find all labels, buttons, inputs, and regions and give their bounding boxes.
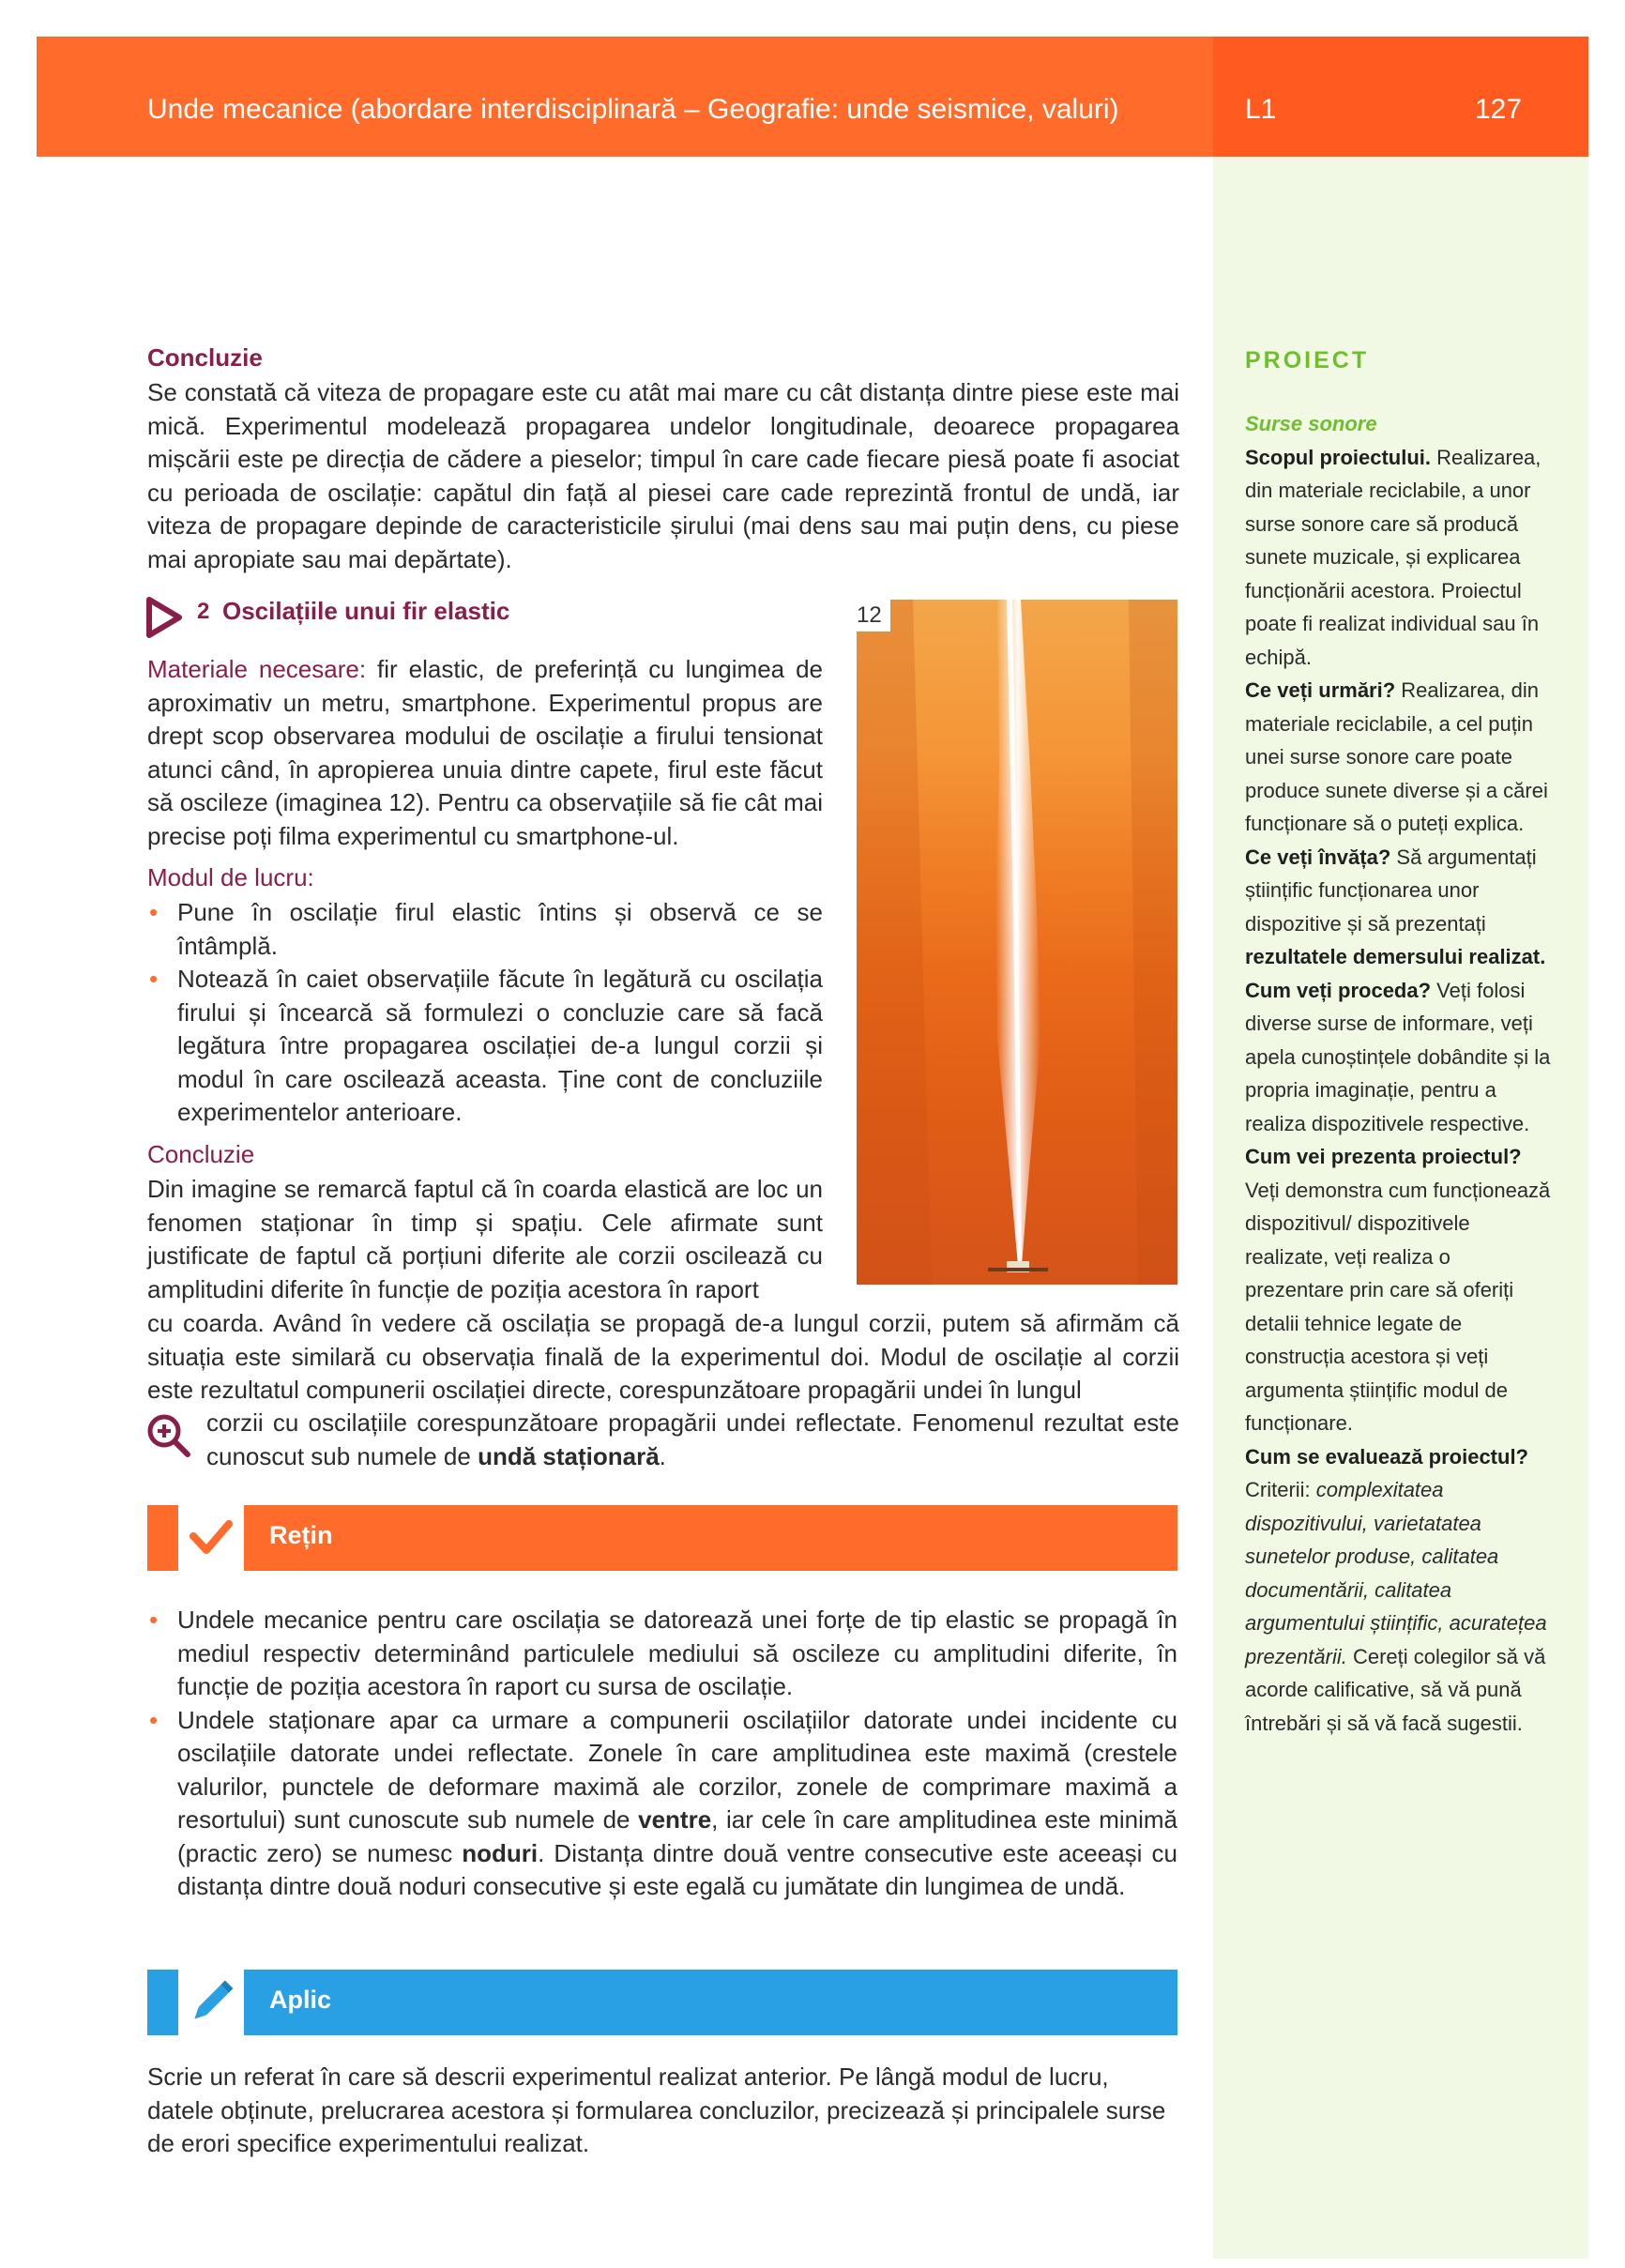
conclusion-text: Se constată că viteza de propagare este cu atât mai mare cu cât distanța dintre piese este mai mică. Experimentul modelează propagarea undelor longitudinale, deoarece propagarea mișcării este pe direcția de cădere a pieselor; timpul în care cade fiecare piesă poate fi asociat cu perioada de oscilație: capătul din față al piesei care cade reprezintă frontul de undă, iar viteza de propagare depinde de caracteristicile șirului (mai dens sau mai puțin dens, cu piese mai apropiate sau mai depărtate). [147, 378, 1179, 573]
project-text [1245, 407, 1555, 1740]
conclusion2-text-a: Din imagine se remarcă faptul că în coarda elastică are loc un fenomen staționar în timp și spațiu. Cele afirmate sunt justificate de faptul că porțiuni diferite ale corzii oscilează cu amplitudini diferite în funcție de poziția acestora în raport [147, 1175, 823, 1303]
list-item: • Pune în oscilație firul elastic întins și observă ce se întâmplă. [147, 896, 823, 963]
project-heading: PROIECT [1245, 347, 1370, 373]
term-noduri: noduri [462, 1838, 539, 1867]
chapter-title: Unde mecanice (abordare interdisciplinară – Geografie: unde seismice, valuri) [147, 94, 1119, 125]
materials-paragraph: Materiale necesare: fir elastic, de preferință cu lungimea de aproximativ un metru, smartphone. Experimentul propus are drept scop observarea modului de oscilație a firului tensionat atunci când, în apropierea unuia dintre capete, firul este făcut să oscileze (imaginea 12). Pentru ca observațiile să fie cât mai precise poți filma experimentul cu smartphone-ul. [147, 655, 823, 850]
aplic-icon-box [178, 1970, 244, 2035]
project-q2: Ce veți învăța? Să argumentați științific funcționarea unor dispozitive și să prezentați rezultatele demersului realizat. [1245, 845, 1546, 968]
project-q1: Ce veți urmări? Realizarea, din materiale reciclabile, a cel puțin unei surse sonore care poate produce sunete diverse și a cărei funcționare să o puteți explica. [1245, 678, 1548, 835]
retin-icon-box [178, 1505, 244, 1571]
retin-list [147, 1604, 1177, 1904]
aplic-heading: Aplic [269, 1986, 332, 2014]
project-q3: Cum veți proceda? Veți folosi diverse surse de informare, veți apela cunoștințele dobândite și la propria imaginație, pentru a realiza dispozitivele respective. [1245, 978, 1551, 1135]
pencil-icon [178, 1970, 244, 2035]
conclusion2-text-c: corzii cu oscilațiile corespunzătoare propagării undei reflectate. Fenomenul rezultat este cunoscut sub numele de undă staționară. [206, 1408, 1179, 1470]
project-q4: Cum vei prezenta proiectul? Veți demonstra cum funcționează dispozitivul/ dispozitivele realizate, veți realiza o prezentare prin care să oferiți detalii tehnice legate de construcția acestora și veți argumenta științific modul de funcționare. [1245, 1145, 1551, 1435]
list-item: • Undele staționare apar ca urmare a compunerii oscilațiilor datorate undei incidente cu oscilațiile datorate undei reflectate. Zonele în care amplitudinea este maximă (crestele valurilor, punctele de deformare maximă ale corzilor, zonele de comprimare maximă a resortului) sunt cunoscute sub numele de ventre, iar cele în care amplitudinea este minimă (practic zero) se numesc noduri. Distanța dintre două ventre consecutive este aceeași cu distanța dintre două noduri consecutive și este egală cu jumătate din lungimea de undă. [147, 1704, 1177, 1904]
conclusion2-text-b: cu coarda. Având în vedere că oscilația se propagă de-a lungul corzii, putem să afirmăm că situația este similară cu observația finală de la experimentul doi. Modul de oscilație al corzii este rezultatul compunerii oscilației directe, corespunzătoare propagării undei în lungul [147, 1309, 1179, 1404]
zoom-in-icon [145, 1412, 192, 1459]
materials-label: Materiale necesare: [147, 655, 367, 683]
project-subtitle: Surse sonore [1245, 412, 1377, 435]
experiment-title: Oscilațiile unui fir elastic [222, 597, 510, 625]
list-item: • Notează în caiet observațiile făcute în legătură cu oscilația firului și încearcă să formulezi o concluzie care să facă legătura între propagarea oscilației de-a lungul corzii și modul în care oscilează aceasta. Ține cont de concluziile experimentelor anterioare. [147, 963, 823, 1130]
page-number: 127 [1475, 94, 1523, 125]
figure-vibrating-string [857, 600, 1177, 1285]
aplic-text: Scrie un referat în care să descrii experimentul realizat anterior. Pe lângă modul de lucru, datele obținute, prelucrarea acestora și formularea concluzilor, precizează și principalele surse de erori specifice experimentului realizat. [147, 2063, 1166, 2157]
method-heading: Modul de lucru: [147, 863, 314, 891]
project-q5: Cum se evaluează proiectul? Criterii: complexitatea dispozitivului, varietatatea sunetelor produse, calitatea documentării, calitatea argumentului științific, acuratețea prezentării. Cereți colegilor să vă acorde calificative, să vă pună întrebări și să vă facă sugestii. [1245, 1444, 1547, 1735]
list-item: • Undele mecanice pentru care oscilația se datorează unei forțe de tip elastic se propagă în mediul respectiv determinând particulele mediului să oscileze cu amplitudini diferite, în funcție de poziția acestora în raport cu sursa de oscilație. [147, 1604, 1177, 1704]
project-scope: Scopul proiectului. Realizarea, din materiale reciclabile, a unor surse sonore care să producă sunete muzicale, și explicarea funcționării acestora. Proiectul poate fi realizat individual sau în echipă. [1245, 445, 1541, 669]
term-standing-wave: undă staționară [478, 1441, 660, 1470]
conclusion-heading: Concluzie [147, 343, 263, 372]
play-triangle-icon [145, 596, 183, 639]
conclusion2-heading: Concluzie [147, 1140, 255, 1168]
term-ventre: ventre [638, 1805, 712, 1834]
string-photo-illustration [857, 600, 1177, 1285]
level-code: L1 [1245, 94, 1277, 125]
experiment-number: 2 [197, 599, 210, 624]
checkmark-icon [178, 1505, 244, 1571]
figure-number: 12 [857, 600, 890, 632]
retin-heading: Rețin [269, 1521, 333, 1549]
method-list [147, 896, 823, 1130]
